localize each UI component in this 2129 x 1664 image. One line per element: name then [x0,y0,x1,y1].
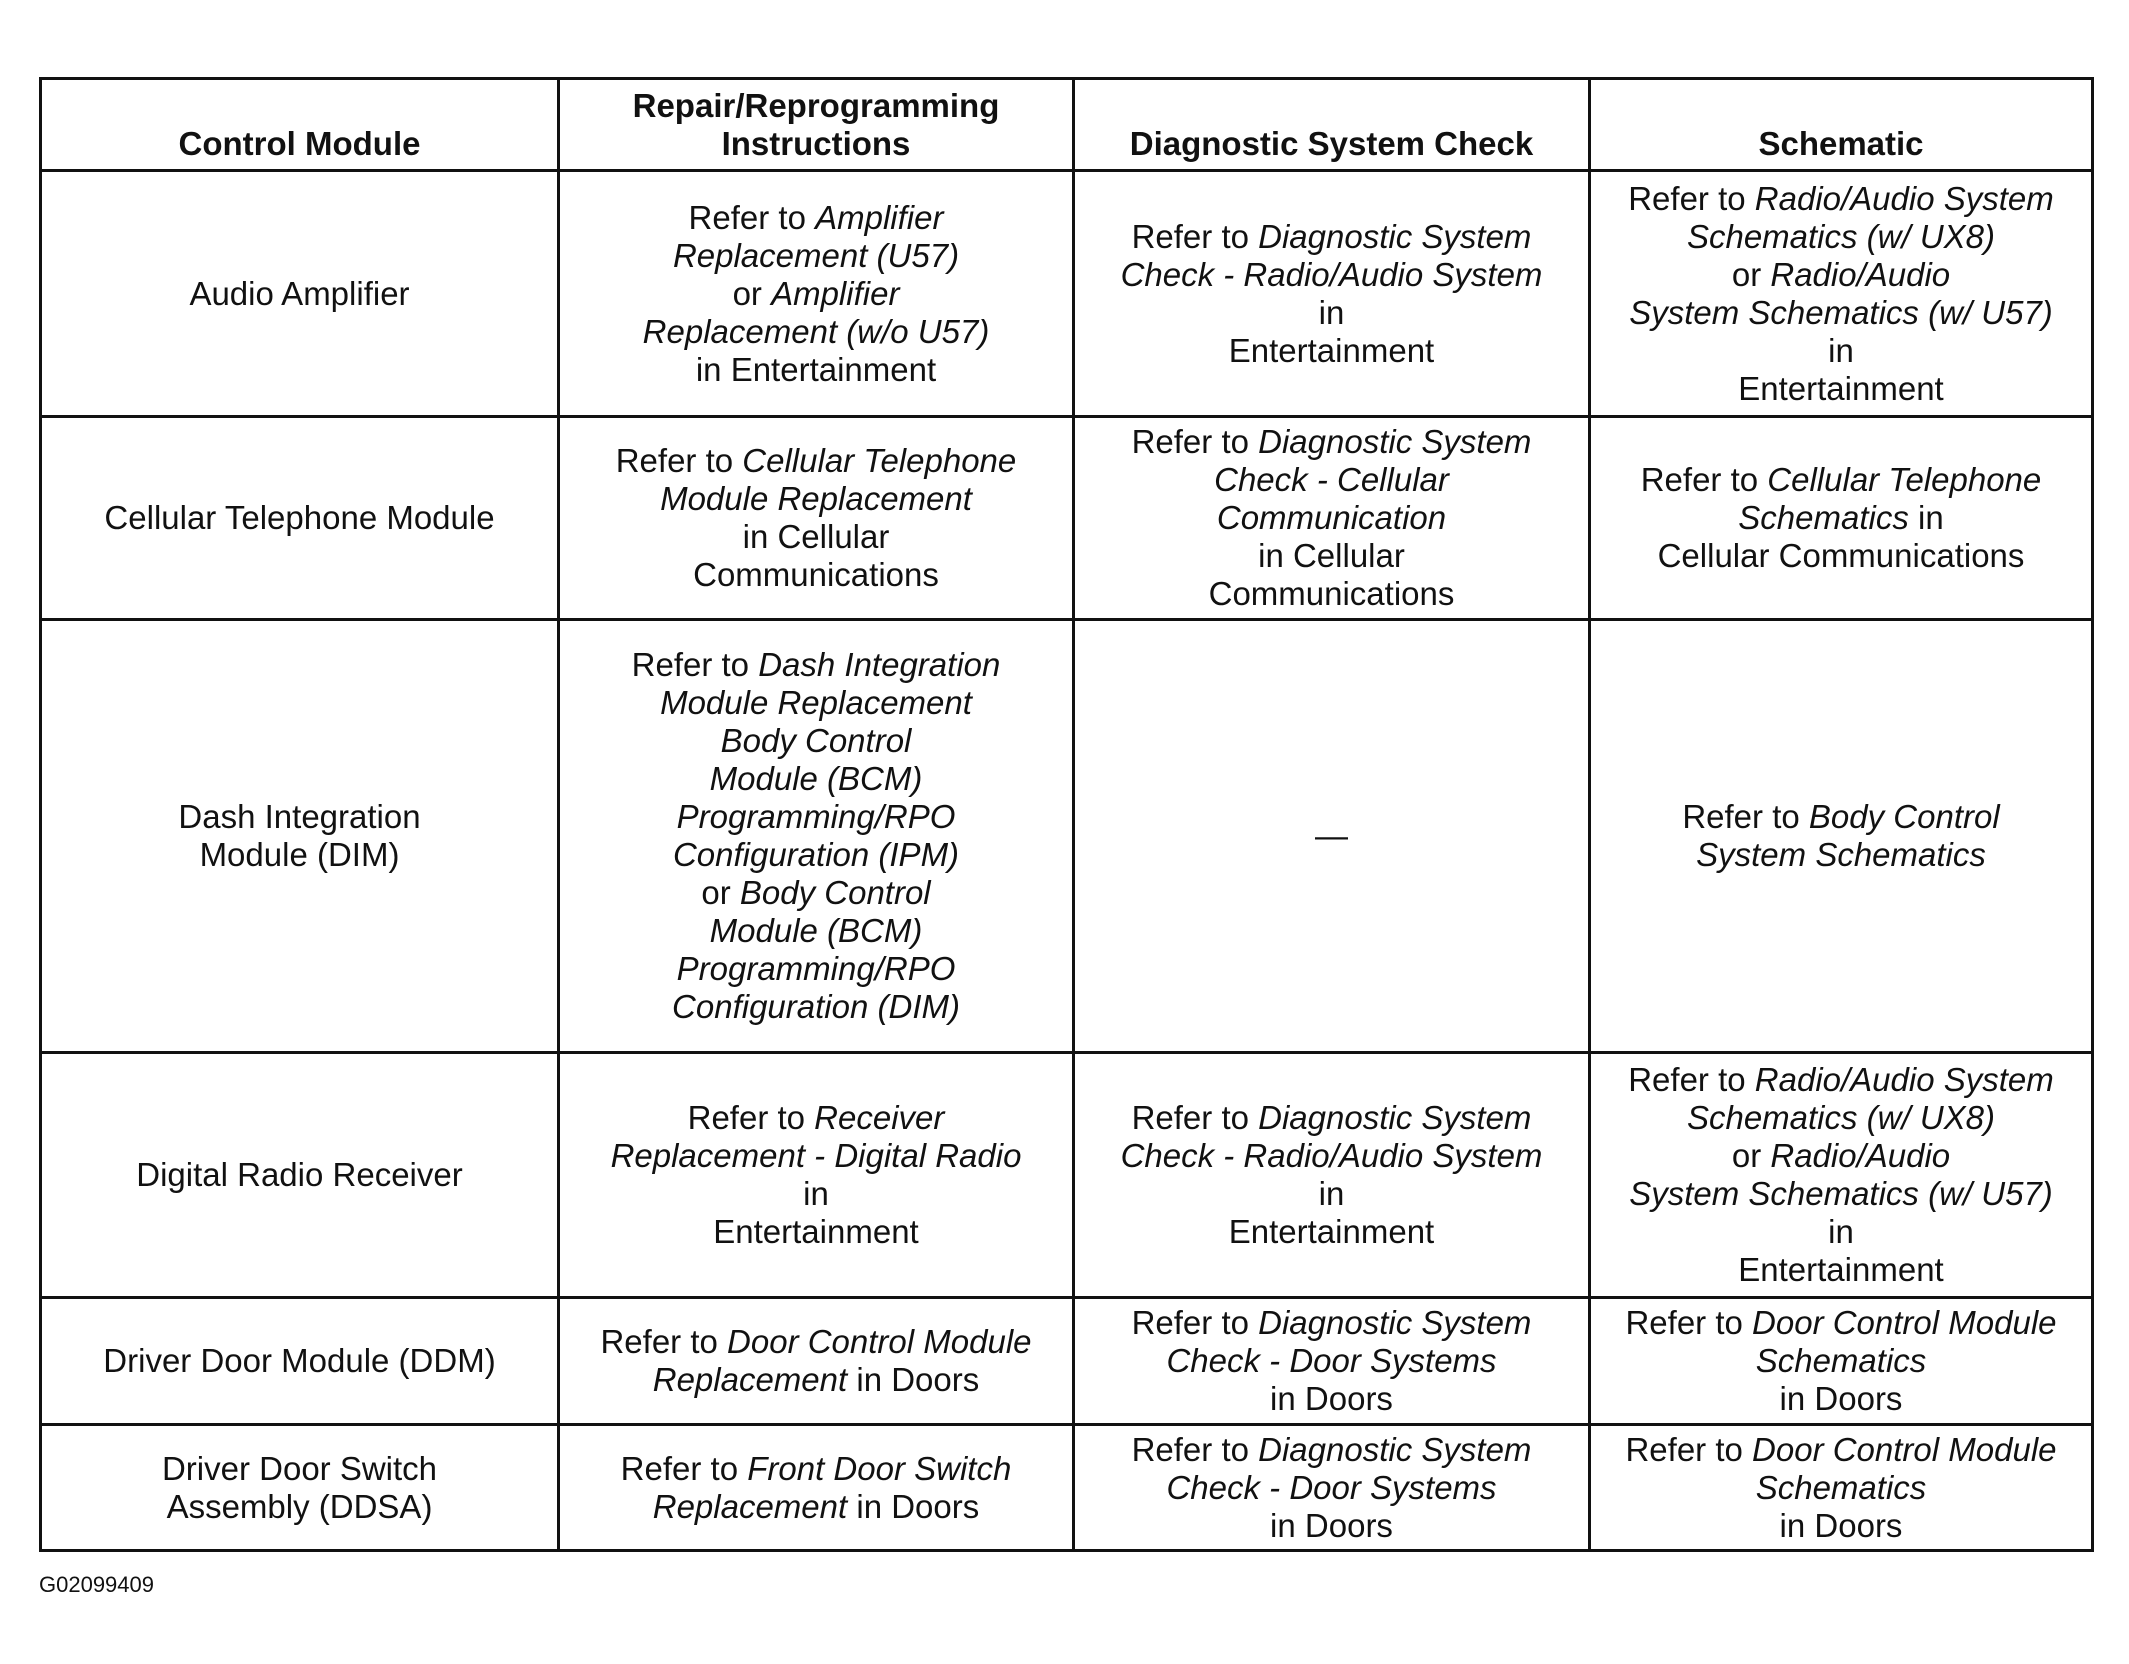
cell-line [1601,256,2081,294]
reference-text: Refer to [687,1099,815,1136]
cell-line [1601,1213,2081,1251]
reference-text: Cellular Communications [1657,537,2025,574]
cell-schematic [1590,620,2093,1053]
cell-line [1601,1431,2081,1469]
reference-title: Door Control Module [1752,1430,2057,1468]
cell-line [1085,1380,1578,1418]
reference-title: Module (BCM) [709,760,923,797]
reference-title: Body Control [739,874,931,911]
reference-title: Configuration (DIM) [672,988,960,1025]
cell-line [1085,1507,1578,1545]
reference-text: in [1828,331,1854,369]
reference-title: Cellular Telephone [1767,461,2042,498]
reference-title: Check - Cellular [1214,461,1449,498]
cell-line [1601,332,2081,370]
module-name-line: Audio Amplifier [189,274,410,312]
reference-text: or [732,274,772,312]
cell-line [1601,1507,2081,1545]
cell-line [570,1361,1062,1399]
cell-schematic [1590,417,2093,620]
cell-line [1085,1213,1578,1251]
cell-line [570,912,1062,950]
cell-line [570,556,1062,594]
cell-repair [559,620,1074,1053]
reference-text: Refer to [1628,1061,1755,1098]
reference-title: Replacement - Digital Radio [610,1137,1022,1174]
reference-text: Refer to [620,1449,748,1487]
reference-title: Module (BCM) [709,912,923,949]
cell-line [1085,499,1578,537]
cell-line [1601,1175,2081,1213]
header-line: Schematic [1758,125,1924,162]
reference-text: in Cellular [742,518,890,555]
cell-line [1601,499,2081,537]
cell-module [41,1053,559,1298]
reference-text: Refer to [1131,1430,1259,1468]
cell-line [1601,1469,2081,1507]
reference-title: System Schematics [1696,836,1986,873]
reference-text: Communications [693,556,939,593]
reference-title: Schematics [1755,1342,1927,1379]
cell-line [1085,1469,1578,1507]
reference-text: or [1731,255,1771,293]
reference-title: Module Replacement [660,480,972,517]
reference-text: in Doors [1779,1380,1903,1417]
cell-line [570,646,1062,684]
header-line: Instructions [721,125,911,162]
cell-line [1601,836,2081,874]
control-module-table [39,77,2094,1552]
cell-line [570,988,1062,1026]
figure-id: G02099409 [39,1572,154,1597]
cell-line [1601,1342,2081,1380]
cell-line [570,313,1062,351]
cell-line [1085,1099,1578,1137]
cell-line [1601,1251,2081,1289]
reference-text: in [1908,499,1944,536]
header-line: Diagnostic System Check [1129,125,1534,162]
reference-title: Replacement [652,1361,848,1398]
cell-line [570,199,1062,237]
reference-title: Check - Door Systems [1166,1342,1497,1379]
cell-schematic [1590,1053,2093,1298]
reference-title: Replacement (U57) [672,236,960,274]
reference-text: in Entertainment [695,350,937,388]
cell-line [570,518,1062,556]
reference-title: Communication [1216,499,1447,536]
cell-line [1601,218,2081,256]
reference-title: Schematics [1738,499,1909,536]
module-name-line: Driver Door Module (DDM) [103,1342,496,1379]
module-name-line: Cellular Telephone Module [104,499,495,536]
reference-title: Programming/RPO [676,950,956,987]
cell-line [1085,1342,1578,1380]
cell-line [1085,1304,1578,1342]
reference-text: Refer to [1131,1304,1259,1341]
header-control-module [41,79,559,171]
reference-title: Radio/Audio [1770,1137,1951,1174]
reference-text: or [1731,1137,1771,1174]
cell-diagnostic [1074,1298,1590,1425]
cell-line [1085,537,1578,575]
reference-title: Diagnostic System [1258,1304,1532,1341]
cell-line [1085,1175,1578,1213]
table-row [41,1425,2093,1551]
reference-title: Receiver [814,1099,945,1136]
reference-title: System Schematics (w/ U57) [1629,293,2053,331]
reference-text: in Doors [1270,1506,1393,1544]
reference-title: Check - Radio/Audio System [1120,1137,1543,1174]
reference-text: Refer to [615,442,743,479]
reference-title: Module Replacement [660,684,972,721]
cell-repair [559,171,1074,417]
cell-line [1601,798,2081,836]
reference-text: in Cellular [1258,537,1405,574]
reference-title: Schematics (w/ UX8) [1686,217,1996,255]
cell-line [1601,180,2081,218]
reference-title: Amplifier [771,274,900,312]
reference-text: in [1318,1175,1345,1212]
table-row [41,1298,2093,1425]
cell-line [1601,1099,2081,1137]
cell-diagnostic [1074,417,1590,620]
reference-text: Refer to [1131,1099,1259,1136]
cell-diagnostic [1074,171,1590,417]
reference-text: Entertainment [1228,1213,1435,1250]
table-row [41,1053,2093,1298]
cell-line [1085,1137,1578,1175]
reference-text: Refer to [1628,179,1755,217]
header-line: Repair/Reprogramming [632,87,1000,124]
reference-title: Configuration (IPM) [672,836,960,873]
cell-line [1085,218,1578,256]
cell-line [1601,370,2081,408]
reference-title: Schematics (w/ UX8) [1686,1099,1996,1136]
reference-title: Radio/Audio System [1754,1061,2054,1098]
cell-line [570,442,1062,480]
cell-diagnostic [1074,1425,1590,1551]
cell-line [1085,423,1578,461]
reference-text: Refer to [688,198,816,236]
reference-text: Refer to [1682,798,1809,835]
reference-title: Replacement (w/o U57) [642,312,990,350]
reference-text: Refer to [1625,1430,1753,1468]
cell-line [570,351,1062,389]
module-name-line: Dash Integration [178,798,421,835]
reference-title: Front Door Switch [747,1449,1012,1487]
reference-text: in [1318,293,1345,331]
cell-repair [559,417,1074,620]
reference-title: Check - Radio/Audio System [1120,255,1543,293]
cell-line [1601,1137,2081,1175]
reference-title: System Schematics (w/ U57) [1629,1175,2053,1212]
reference-title: Diagnostic System [1258,1099,1532,1136]
cell-line [1601,1304,2081,1342]
cell-line [570,1488,1062,1526]
reference-title: Door Control Module [727,1323,1032,1360]
reference-title: Door Control Module [1752,1304,2057,1341]
reference-text: Refer to [631,646,759,683]
reference-title: Radio/Audio [1770,255,1951,293]
header-row [41,79,2093,171]
cell-line [1601,1380,2081,1418]
cell-line [570,950,1062,988]
module-name-line: Module (DIM) [199,836,400,873]
reference-title: Programming/RPO [676,798,956,835]
cell-schematic [1590,1298,2093,1425]
reference-text: Refer to [1131,423,1259,460]
module-name-line: Digital Radio Receiver [136,1156,463,1193]
cell-line [1085,256,1578,294]
cell-line [1085,332,1578,370]
reference-text: Refer to [1640,461,1768,498]
table-row [41,171,2093,417]
cell-module [41,620,559,1053]
reference-text: Entertainment [1228,331,1435,369]
reference-text: Refer to [1131,217,1259,255]
cell-line [570,1099,1062,1137]
cell-line [1601,537,2081,575]
cell-line [570,760,1062,798]
table-row [41,417,2093,620]
reference-title: Check - Door Systems [1166,1468,1497,1506]
header-line: Control Module [178,125,421,162]
reference-text: in Doors [1779,1506,1903,1544]
reference-text: in [1828,1213,1854,1250]
cell-line [570,836,1062,874]
cell-line [570,480,1062,518]
cell-repair [559,1425,1074,1551]
header-diagnostic-check [1074,79,1590,171]
reference-title: Body Control [1808,798,2000,835]
reference-text: in [803,1175,829,1212]
table-row [41,620,2093,1053]
cell-line [1085,1431,1578,1469]
cell-module [41,1425,559,1551]
cell-line [570,1137,1062,1175]
cell-line [570,874,1062,912]
cell-line [1601,1061,2081,1099]
reference-title: Schematics [1755,1468,1927,1506]
reference-title: Cellular Telephone [742,442,1017,479]
module-name-line: Driver Door Switch [161,1449,438,1487]
reference-text: or [701,874,740,911]
reference-title: Diagnostic System [1258,423,1532,460]
cell-line [570,1450,1062,1488]
reference-text: Entertainment [1738,369,1944,407]
cell-line [570,1213,1062,1251]
cell-line [570,684,1062,722]
reference-text: in Doors [1270,1380,1393,1417]
cell-module [41,171,559,417]
header-repair-instructions [559,79,1074,171]
reference-text: — [1315,817,1348,854]
cell-line [1085,461,1578,499]
cell-line [1601,294,2081,332]
reference-title: Radio/Audio System [1754,179,2054,217]
reference-text: Refer to [600,1323,728,1360]
cell-module [41,1298,559,1425]
reference-text: Entertainment [713,1213,919,1250]
cell-line [570,237,1062,275]
cell-line [570,722,1062,760]
reference-title: Dash Integration [758,646,1001,683]
cell-line [1601,461,2081,499]
cell-schematic [1590,1425,2093,1551]
reference-text: Communications [1208,575,1455,612]
cell-line [1085,294,1578,332]
cell-line [570,1323,1062,1361]
cell-module [41,417,559,620]
cell-line [570,1175,1062,1213]
reference-text: in Doors [847,1361,980,1398]
cell-line [1085,575,1578,613]
reference-text: Entertainment [1738,1251,1944,1288]
reference-title: Amplifier [815,198,944,236]
cell-line [570,798,1062,836]
module-name-line: Assembly (DDSA) [166,1487,433,1525]
reference-title: Replacement [652,1487,848,1525]
cell-line [1085,817,1578,855]
reference-title: Diagnostic System [1258,217,1532,255]
cell-repair [559,1298,1074,1425]
cell-repair [559,1053,1074,1298]
reference-text: Refer to [1625,1304,1753,1341]
cell-diagnostic [1074,1053,1590,1298]
reference-text: in Doors [847,1487,980,1525]
reference-title: Diagnostic System [1258,1430,1532,1468]
reference-title: Body Control [720,722,912,759]
header-schematic [1590,79,2093,171]
cell-diagnostic [1074,620,1590,1053]
cell-schematic [1590,171,2093,417]
cell-line [570,275,1062,313]
